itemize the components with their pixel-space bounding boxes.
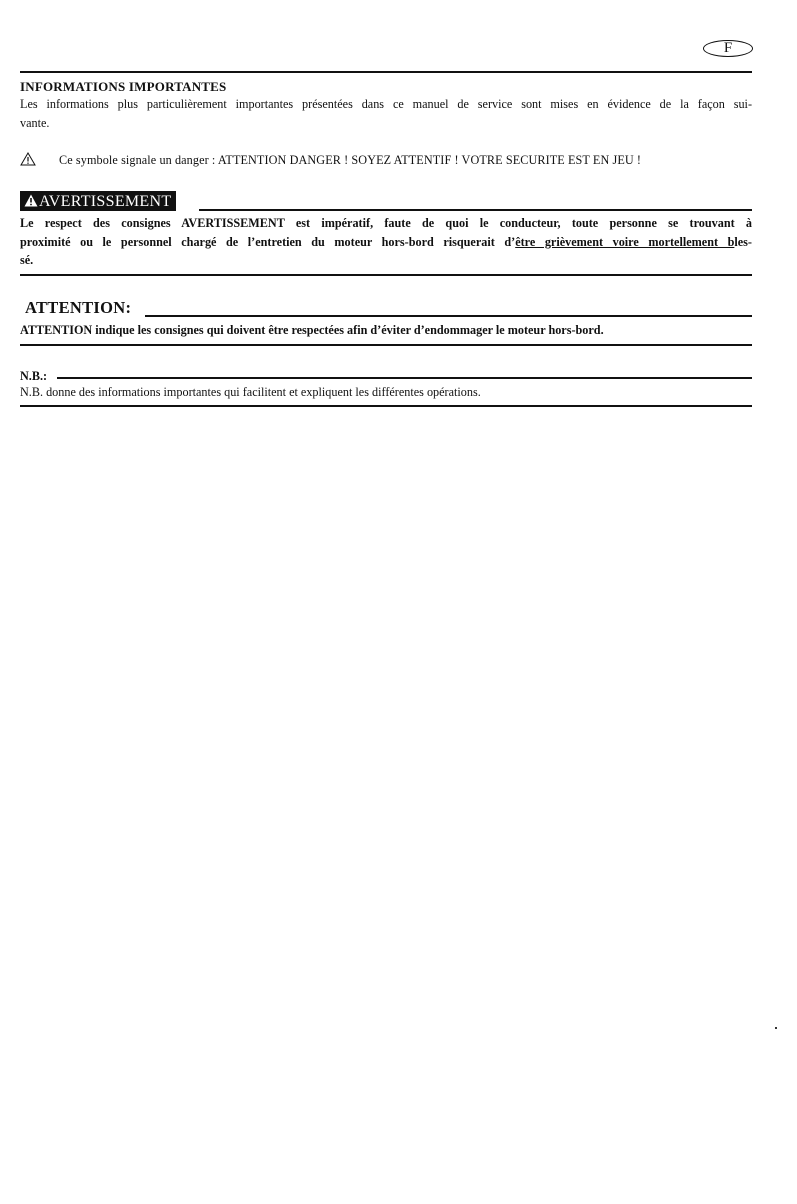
danger-symbol-row: [20, 152, 641, 168]
top-divider: [20, 71, 752, 73]
avertissement-line-1: Le respect des consignes AVERTISSEMENT est impératif, faute de quoi le conducteur, toute personne se trouvant à: [20, 216, 752, 230]
attention-heading-rule: [145, 315, 752, 317]
avertissement-line-2-prefix: proximité ou le personnel chargé de l’entretien du moteur hors-bord risquerait d’: [20, 235, 516, 249]
warning-triangle-icon: [20, 152, 36, 166]
nb-text: N.B. donne des informations importantes qui facilitent et expliquent les différentes opérations.: [20, 385, 481, 399]
avertissement-line-3: sé.: [20, 253, 34, 267]
attention-text: ATTENTION indique les consignes qui doivent être respectées afin d’éviter d’endommager le moteur hors-bord.: [20, 323, 604, 337]
avertissement-emphasis: être grièvement voire mortellement b: [515, 235, 735, 249]
avertissement-bottom-rule: [20, 274, 752, 276]
intro-line-1: Les informations plus particulièrement importantes présentées dans ce manuel de service sont mises en évidence de la façon sui-: [20, 97, 752, 111]
danger-symbol-text: Ce symbole signale un danger : ATTENTION DANGER ! SOYEZ ATTENTIF ! VOTRE SECURITE EST EN JEU !: [59, 153, 642, 167]
avertissement-badge: [20, 191, 176, 211]
section-title-important-info: INFORMATIONS IMPORTANTES: [20, 79, 227, 94]
attention-bottom-rule: [20, 344, 752, 346]
avertissement-label: AVERTISSEMENT: [39, 193, 172, 210]
attention-heading: ATTENTION:: [25, 298, 132, 317]
nb-heading-rule: [57, 377, 752, 379]
intro-line-2: vante.: [20, 116, 50, 130]
warning-triangle-filled-icon: [24, 194, 38, 207]
nb-label: N.B.:: [20, 369, 48, 383]
avertissement-heading-rule: [199, 209, 752, 211]
avertissement-line-2-suffix: les-: [734, 235, 752, 249]
avertissement-line-2: [20, 235, 752, 250]
nb-bottom-rule: [20, 405, 752, 407]
scan-artifact: [775, 1027, 777, 1029]
language-badge: F: [703, 40, 753, 57]
